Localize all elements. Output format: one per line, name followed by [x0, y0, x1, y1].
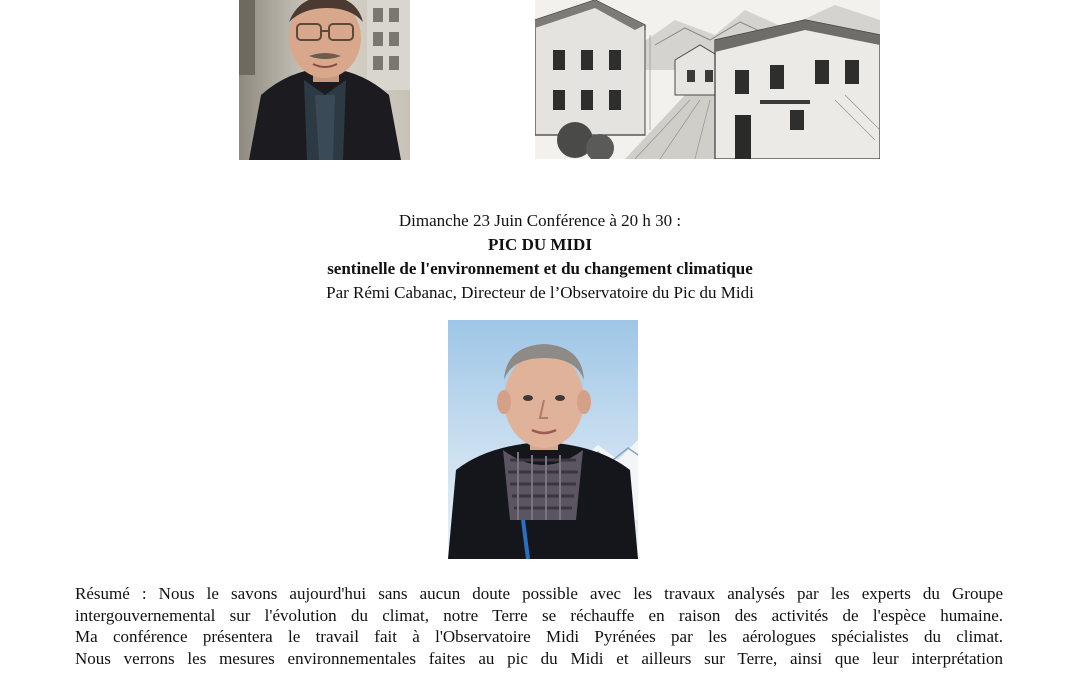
summary-line: Ma conférence présentera le travail fait à l'Observatoire Midi Pyrénées par les aérologues spécialistes du climat.: [75, 627, 1003, 646]
event-announcement: [140, 209, 940, 305]
event-subtitle: sentinelle de l'environnement et du changement climatique: [327, 259, 753, 278]
engraving-drawing: [535, 0, 880, 159]
author-portrait-image: [239, 0, 410, 160]
speaker-portrait-photo: [448, 320, 638, 559]
summary-line: Nous verrons les mesures environnementales faites au pic du Midi et ailleurs sur Terre, ainsi que leur interprétation: [75, 648, 1003, 668]
summary-line: intergouvernemental sur l'évolution du climat, notre Terre se réchauffe en raison des activités de l'espèce humaine.: [75, 605, 1003, 625]
event-title: PIC DU MIDI: [488, 235, 592, 254]
author-portrait-photo: [239, 0, 410, 160]
speaker-portrait-image: [448, 320, 638, 559]
event-speaker-line: Par Rémi Cabanac, Directeur de l’Observatoire du Pic du Midi: [326, 283, 754, 302]
event-date-line: Dimanche 23 Juin Conférence à 20 h 30 :: [398, 211, 682, 230]
summary-line: Résumé : Nous le savons aujourd'hui sans aucun doute possible avec les travaux analysés par les experts du Groupe: [75, 584, 1003, 603]
summary-paragraph: [75, 583, 1003, 669]
village-engraving-image: [535, 0, 880, 159]
